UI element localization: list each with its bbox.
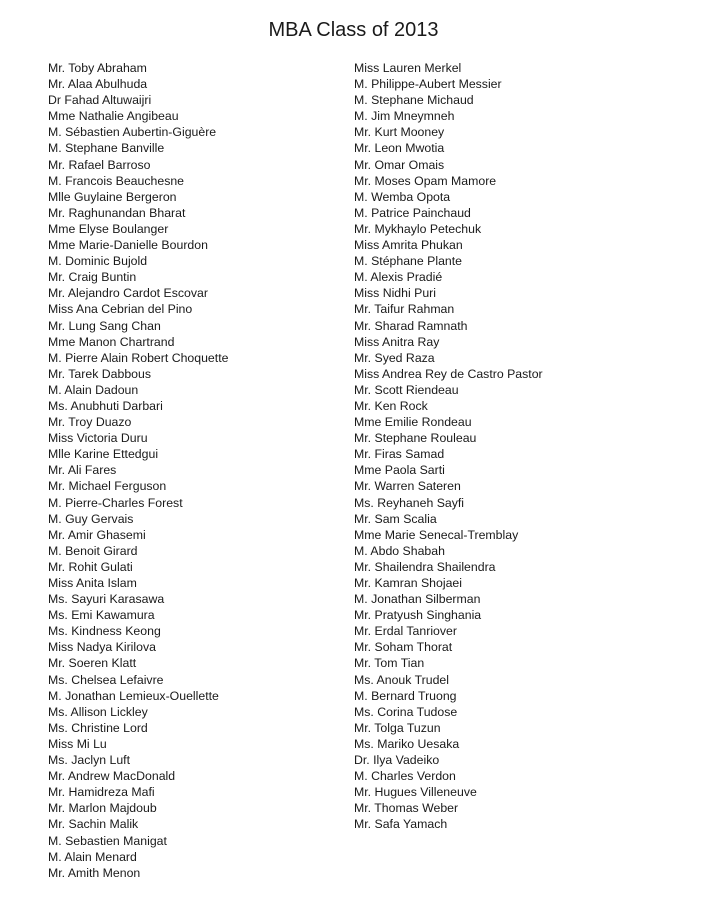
list-item: M. Stéphane Plante <box>354 254 463 269</box>
list-item: Mr. Michael Ferguson <box>48 479 167 494</box>
list-item: Ms. Jaclyn Luft <box>48 753 131 768</box>
list-item: M. Alain Dadoun <box>48 382 139 397</box>
list-item: Mr. Stephane Rouleau <box>354 431 477 446</box>
list-item: Mme Nathalie Angibeau <box>48 109 179 124</box>
list-item: Mr. Kamran Shojaei <box>354 576 462 590</box>
list-item: Miss Ana Cebrian del Pino <box>48 302 193 317</box>
list-item: M. Sebastien Manigat <box>48 833 167 848</box>
list-item: Mr. Soham Thorat <box>354 640 453 655</box>
list-item: Mr. Ken Rock <box>354 398 428 413</box>
list-item: Mr. Craig Buntin <box>48 270 137 285</box>
list-item: Mr. Tarek Dabbous <box>48 366 151 381</box>
list-item: Ms. Anouk Trudel <box>354 672 450 687</box>
list-item: Mr. Sharad Ramnath <box>354 318 468 333</box>
list-item: Mr. Safa Yamach <box>354 817 448 832</box>
name-list-left <box>48 60 338 881</box>
list-item: Mme Emilie Rondeau <box>354 415 472 430</box>
list-item: Mr. Amith Menon <box>48 865 141 880</box>
list-item: Mme Manon Chartrand <box>48 334 175 349</box>
list-item: Miss Anitra Ray <box>354 334 440 349</box>
list-item: Mme Elyse Boulanger <box>48 221 169 236</box>
list-item: Mme Paola Sarti <box>354 463 445 478</box>
list-item: Ms. Sayuri Karasawa <box>48 592 165 607</box>
list-item: Mr. Firas Samad <box>354 447 445 462</box>
list-item: M. Sébastien Aubertin-Giguère <box>48 125 217 140</box>
list-item: Mr. Scott Riendeau <box>354 382 459 397</box>
list-item: Ms. Christine Lord <box>48 720 148 735</box>
list-item: Mr. Kurt Mooney <box>354 125 445 140</box>
list-item: Mr. Toby Abraham <box>48 61 147 75</box>
list-item: Mr. Taifur Rahman <box>354 302 455 317</box>
list-item: M. Patrice Painchaud <box>354 205 471 220</box>
list-item: Dr Fahad Altuwaijri <box>48 93 152 108</box>
list-item: Mr. Soeren Klatt <box>48 656 137 671</box>
list-item: Miss Lauren Merkel <box>354 61 462 75</box>
page-title: MBA Class of 2013 <box>268 19 439 41</box>
list-item: Mr. Alejandro Cardot Escovar <box>48 286 208 301</box>
list-item: Mr. Lung Sang Chan <box>48 318 161 333</box>
list-item: Mr. Erdal Tanriover <box>354 624 457 639</box>
list-item: M. Alain Menard <box>48 849 137 864</box>
list-item: M. Abdo Shabah <box>354 543 445 558</box>
list-item: M. Pierre Alain Robert Choquette <box>48 350 229 365</box>
list-item: Dr. Ilya Vadeiko <box>354 753 440 768</box>
list-item: Mr. Moses Opam Mamore <box>354 173 497 188</box>
list-item: Mr. Sachin Malik <box>48 817 139 832</box>
list-item: Ms. Anubhuti Darbari <box>48 398 163 413</box>
list-item: Mr. Sam Scalia <box>354 511 437 526</box>
list-item: Ms. Emi Kawamura <box>48 608 155 623</box>
list-item: Miss Mi Lu <box>48 736 107 751</box>
list-item: Miss Anita Islam <box>48 576 137 590</box>
list-item: M. Benoit Girard <box>48 543 138 558</box>
list-item: Mr. Shailendra Shailendra <box>354 559 496 574</box>
list-item: Mr. Raghunandan Bharat <box>48 205 186 220</box>
list-item: M. Guy Gervais <box>48 511 134 526</box>
list-item: M. Jim Mneymneh <box>354 109 455 124</box>
list-item: Mlle Karine Ettedgui <box>48 447 159 462</box>
list-item: Ms. Reyhaneh Sayfi <box>354 495 465 510</box>
list-item: Mr. Marlon Majdoub <box>48 801 157 816</box>
list-item: Mr. Amir Ghasemi <box>48 527 146 542</box>
list-item: Mr. Leon Mwotia <box>354 141 445 156</box>
name-list-right <box>354 60 694 833</box>
list-item: Mr. Hamidreza Mafi <box>48 785 155 800</box>
list-item: M. Jonathan Silberman <box>354 592 481 607</box>
list-item: Miss Nidhi Puri <box>354 286 436 301</box>
list-item: Mr. Andrew MacDonald <box>48 769 176 784</box>
list-item: Mr. Alaa Abulhuda <box>48 77 148 92</box>
list-item: Mr. Syed Raza <box>354 350 435 365</box>
list-item: M. Jonathan Lemieux-Ouellette <box>48 688 219 703</box>
list-item: M. Alexis Pradié <box>354 270 443 285</box>
list-item: M. Francois Beauchesne <box>48 173 185 188</box>
list-item: Ms. Allison Lickley <box>48 704 148 719</box>
list-item: Mr. Rafael Barroso <box>48 157 151 172</box>
list-item: Mr. Troy Duazo <box>48 415 132 430</box>
list-item: M. Dominic Bujold <box>48 254 148 269</box>
list-item: Mr. Hugues Villeneuve <box>354 785 477 800</box>
list-item: Mr. Tolga Tuzun <box>354 720 441 735</box>
list-item: Mr. Ali Fares <box>48 463 117 478</box>
list-item: M. Stephane Michaud <box>354 93 474 108</box>
list-item: Ms. Corina Tudose <box>354 704 458 719</box>
list-item: Mme Marie Senecal-Tremblay <box>354 527 519 542</box>
list-item: Miss Victoria Duru <box>48 431 148 446</box>
list-item: Miss Andrea Rey de Castro Pastor <box>354 366 543 381</box>
list-item: M. Philippe-Aubert Messier <box>354 77 502 92</box>
list-item: Ms. Chelsea Lefaivre <box>48 672 164 687</box>
list-item: Miss Amrita Phukan <box>354 238 463 253</box>
list-item: Miss Nadya Kirilova <box>48 640 156 655</box>
list-item: M. Charles Verdon <box>354 769 456 784</box>
list-item: Mlle Guylaine Bergeron <box>48 189 177 204</box>
list-item: Ms. Kindness Keong <box>48 624 161 639</box>
list-item: Ms. Mariko Uesaka <box>354 736 460 751</box>
list-item: Mr. Warren Sateren <box>354 479 461 494</box>
list-item: Mr. Thomas Weber <box>354 801 459 816</box>
list-item: M. Stephane Banville <box>48 141 165 156</box>
list-item: Mr. Tom Tian <box>354 656 425 671</box>
list-item: Mme Marie-Danielle Bourdon <box>48 238 208 253</box>
list-item: M. Bernard Truong <box>354 688 457 703</box>
list-item: Mr. Pratyush Singhania <box>354 608 482 623</box>
list-item: M. Wemba Opota <box>354 189 451 204</box>
list-item: Mr. Omar Omais <box>354 157 445 172</box>
list-item: Mr. Rohit Gulati <box>48 559 133 574</box>
list-item: M. Pierre-Charles Forest <box>48 495 183 510</box>
list-item: Mr. Mykhaylo Petechuk <box>354 221 482 236</box>
